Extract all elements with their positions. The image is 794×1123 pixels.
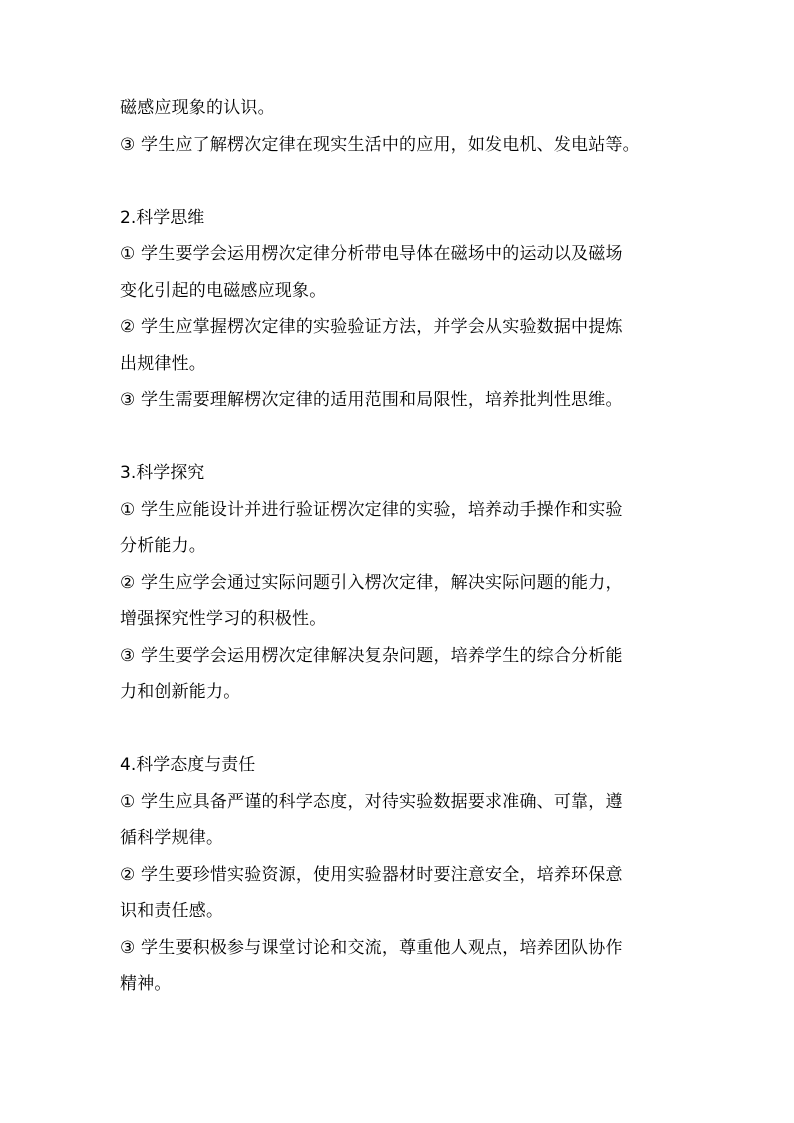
text-line: 力和创新能力。	[120, 682, 241, 702]
section-heading: 3.科学探究	[120, 463, 205, 483]
section-heading: 4.科学态度与责任	[120, 755, 256, 775]
text-line: ① 学生应能设计并进行验证楞次定律的实验，培养动手操作和实验	[120, 499, 623, 520]
paragraph-gap	[120, 419, 680, 456]
text-line: ① 学生要学会运用楞次定律分析带电导体在磁场中的运动以及磁场	[120, 244, 623, 264]
text-line: ③ 学生要积极参与课堂讨论和交流，尊重他人观点，培养团队协作	[120, 937, 623, 958]
text-line: ① 学生应具备严谨的科学态度，对待实验数据要求准确、可靠，遵	[120, 791, 623, 812]
text-line: ③ 学生需要理解楞次定律的适用范围和局限性，培养批判性思维。	[120, 390, 623, 410]
text-line: 识和责任感。	[120, 901, 224, 921]
paragraph-gap	[120, 163, 680, 200]
text-line: 磁感应现象的认识。	[120, 98, 275, 118]
text-line: ② 学生应学会通过实际问题引入楞次定律，解决实际问题的能力，	[120, 572, 623, 593]
text-line: 变化引起的电磁感应现象。	[120, 280, 327, 301]
text-line: 出规律性。	[120, 353, 206, 374]
text-line: 增强探究性学习的积极性。	[120, 609, 327, 629]
text-line: 分析能力。	[120, 536, 206, 556]
paragraph-gap	[120, 711, 680, 748]
text-line: 精神。	[120, 974, 172, 994]
section-heading: 2.科学思维	[120, 207, 205, 228]
text-line: ② 学生要珍惜实验资源，使用实验器材时要注意安全，培养环保意	[120, 864, 623, 885]
document-page	[120, 90, 680, 1003]
text-line: ③ 学生要学会运用楞次定律解决复杂问题，培养学生的综合分析能	[120, 645, 623, 666]
text-line: ③ 学生应了解楞次定律在现实生活中的应用，如发电机、发电站等。	[120, 134, 640, 155]
text-line: 循科学规律。	[120, 828, 224, 848]
text-line: ② 学生应掌握楞次定律的实验验证方法，并学会从实验数据中提炼	[120, 317, 623, 337]
